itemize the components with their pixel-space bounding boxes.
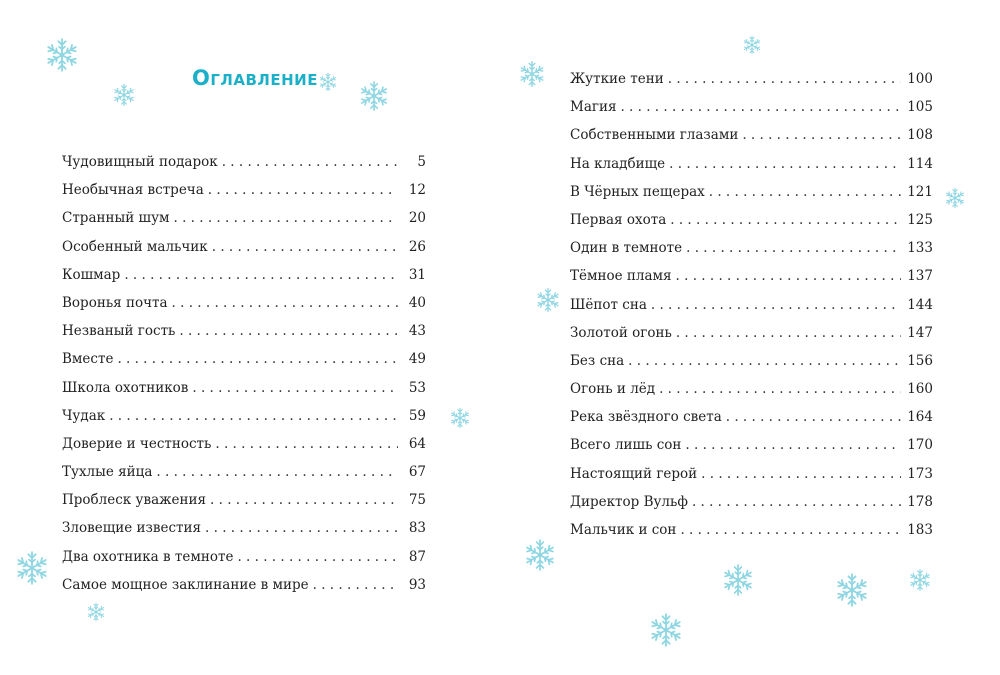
snowflake-icon <box>648 612 684 648</box>
toc-entry <box>62 490 426 518</box>
toc-entry-page: 105 <box>907 99 933 116</box>
toc-entry-title: Проблеск уважения <box>62 492 207 509</box>
toc-entry-page: 12 <box>408 182 426 199</box>
toc-entry-title: Один в темноте <box>570 240 683 257</box>
toc-entry-title: Настоящий герой <box>570 465 698 482</box>
dot-leader <box>117 349 398 369</box>
toc-entry-title: Тёмное пламя <box>570 268 672 285</box>
toc-entry-page: 100 <box>907 71 933 87</box>
toc-entry <box>62 237 426 265</box>
toc-entry-title: Река звёздного света <box>570 409 722 426</box>
dot-leader <box>172 293 398 313</box>
toc-entry-page: 93 <box>408 576 426 593</box>
toc-entry-page: 114 <box>907 155 933 172</box>
dot-leader <box>174 208 398 228</box>
toc-entry <box>62 293 426 321</box>
toc-entry-title: Жуткие тени <box>570 71 664 87</box>
toc-entry-page: 121 <box>907 183 933 200</box>
toc-entry-title: Шёпот сна <box>570 296 647 313</box>
toc-entry-title: Школа охотников <box>62 379 189 396</box>
toc-entry-page: 164 <box>907 409 933 426</box>
toc-entry <box>62 378 426 406</box>
dot-leader <box>726 407 901 427</box>
toc-entry <box>570 69 933 97</box>
toc-entry <box>62 208 426 236</box>
toc-entry-title: Тухлые яйца <box>62 464 153 481</box>
toc-entry-page: 183 <box>907 522 933 538</box>
toc-entry-page: 125 <box>907 211 933 228</box>
toc-entry <box>62 265 426 293</box>
toc-entry <box>570 295 933 323</box>
dot-leader <box>742 125 901 145</box>
toc-entry-title: Магия <box>570 99 617 116</box>
toc-entry-title: Особенный мальчик <box>62 238 208 255</box>
toc-entry <box>570 407 933 435</box>
toc-entry <box>62 547 426 575</box>
dot-leader <box>659 379 901 399</box>
toc-entry-page: 178 <box>907 493 933 510</box>
toc-entry <box>62 518 426 546</box>
toc-entry-title: Собственными глазами <box>570 127 739 144</box>
toc-entry-title: Мальчик и сон <box>570 522 677 538</box>
toc-entry-title: Самое мощное заклинание в мире <box>62 576 309 593</box>
dot-leader <box>210 490 398 510</box>
toc-entry <box>570 520 933 548</box>
dot-leader <box>692 492 901 512</box>
toc-entry-page: 49 <box>408 351 426 368</box>
toc-entry <box>62 349 426 377</box>
dot-leader <box>676 266 902 286</box>
snowflake-icon <box>358 80 390 112</box>
toc-entry-page: 83 <box>408 520 426 537</box>
toc-entry-page: 108 <box>907 127 933 144</box>
toc-entry-page: 156 <box>907 352 933 369</box>
toc-list-left <box>62 152 426 603</box>
toc-entry-page: 133 <box>907 240 933 257</box>
snowflake-icon <box>944 187 966 209</box>
toc-entry-title: Директор Вульф <box>570 493 688 510</box>
dot-leader <box>222 152 398 172</box>
dot-leader <box>685 435 901 455</box>
toc-heading: Оглавление <box>192 66 318 90</box>
snowflake-icon <box>44 37 80 73</box>
toc-entry-page: 31 <box>408 266 426 283</box>
toc-entry-page: 173 <box>907 465 933 482</box>
toc-entry <box>570 464 933 492</box>
toc-entry-title: Золотой огонь <box>570 324 672 341</box>
dot-leader <box>669 154 901 174</box>
toc-entry-title: Чудак <box>62 407 106 424</box>
toc-list-right <box>570 69 933 548</box>
toc-entry <box>570 154 933 182</box>
dot-leader <box>237 547 398 567</box>
toc-entry-page: 147 <box>907 324 933 341</box>
toc-entry-title: Необычная встреча <box>62 182 204 199</box>
dot-leader <box>192 378 398 398</box>
toc-entry-page: 53 <box>408 379 426 396</box>
dot-leader <box>620 97 901 117</box>
toc-entry-title: Чудовищный подарок <box>62 154 218 170</box>
toc-entry-title: Два охотника в темноте <box>62 548 234 565</box>
dot-leader <box>628 351 901 371</box>
toc-entry <box>62 434 426 462</box>
dot-leader <box>109 406 398 426</box>
toc-entry <box>570 210 933 238</box>
toc-entry-title: Огонь и лёд <box>570 381 656 398</box>
toc-entry-title: Зловещие известия <box>62 520 202 537</box>
snowflake-icon <box>834 572 870 608</box>
toc-entry-title: Всего лишь сон <box>570 437 682 454</box>
toc-entry-page: 26 <box>408 238 426 255</box>
snowflake-icon <box>449 407 471 429</box>
dot-leader <box>124 265 398 285</box>
toc-entry-title: Незваный гость <box>62 323 176 340</box>
toc-entry-page: 5 <box>417 154 426 170</box>
snowflake-icon <box>535 287 561 313</box>
dot-leader <box>208 180 398 200</box>
dot-leader <box>313 575 398 595</box>
dot-leader <box>205 518 398 538</box>
toc-entry-title: Без сна <box>570 352 625 369</box>
snowflake-icon <box>86 602 106 622</box>
toc-entry-title: На кладбище <box>570 155 666 172</box>
toc-entry-page: 87 <box>408 548 426 565</box>
snowflake-icon <box>721 563 755 597</box>
toc-entry-page: 137 <box>907 268 933 285</box>
dot-leader <box>686 238 901 258</box>
dot-leader <box>215 434 398 454</box>
dot-leader <box>701 464 901 484</box>
toc-entry <box>62 575 426 603</box>
dot-leader <box>651 295 901 315</box>
toc-entry-page: 160 <box>907 381 933 398</box>
toc-entry <box>570 125 933 153</box>
toc-entry <box>62 321 426 349</box>
toc-entry-title: Первая охота <box>570 211 667 228</box>
toc-entry <box>62 152 426 180</box>
toc-entry-title: Кошмар <box>62 266 121 283</box>
toc-entry-title: Вместе <box>62 351 114 368</box>
toc-entry <box>570 492 933 520</box>
toc-entry <box>570 379 933 407</box>
dot-leader <box>670 210 901 230</box>
toc-entry-title: Странный шум <box>62 210 170 227</box>
toc-entry <box>570 238 933 266</box>
toc-entry <box>62 462 426 490</box>
snowflake-icon <box>112 83 136 107</box>
dot-leader <box>668 69 901 89</box>
snowflake-icon <box>518 60 546 88</box>
snowflake-icon <box>14 550 50 586</box>
snowflake-icon <box>523 538 557 572</box>
toc-entry-page: 75 <box>408 492 426 509</box>
snowflake-icon <box>318 72 338 92</box>
dot-leader <box>709 182 901 202</box>
dot-leader <box>156 462 398 482</box>
dot-leader <box>680 520 901 540</box>
toc-entry <box>570 182 933 210</box>
toc-entry-page: 43 <box>408 323 426 340</box>
toc-entry-page: 20 <box>408 210 426 227</box>
toc-entry-page: 40 <box>408 294 426 311</box>
toc-entry <box>570 435 933 463</box>
toc-entry <box>62 180 426 208</box>
toc-entry-title: Доверие и честность <box>62 435 212 452</box>
toc-entry <box>570 323 933 351</box>
toc-entry-page: 59 <box>408 407 426 424</box>
toc-entry-title: В Чёрных пещерах <box>570 183 705 200</box>
dot-leader <box>676 323 901 343</box>
toc-entry <box>570 97 933 125</box>
toc-entry-title: Воронья почта <box>62 294 168 311</box>
toc-entry-page: 64 <box>408 435 426 452</box>
dot-leader <box>212 237 398 257</box>
toc-entry <box>570 351 933 379</box>
snowflake-icon <box>908 568 932 592</box>
dot-leader <box>179 321 398 341</box>
toc-entry-page: 67 <box>408 464 426 481</box>
toc-entry-page: 170 <box>907 437 933 454</box>
toc-entry-page: 144 <box>907 296 933 313</box>
toc-entry <box>570 266 933 294</box>
toc-entry <box>62 406 426 434</box>
snowflake-icon <box>742 35 762 55</box>
